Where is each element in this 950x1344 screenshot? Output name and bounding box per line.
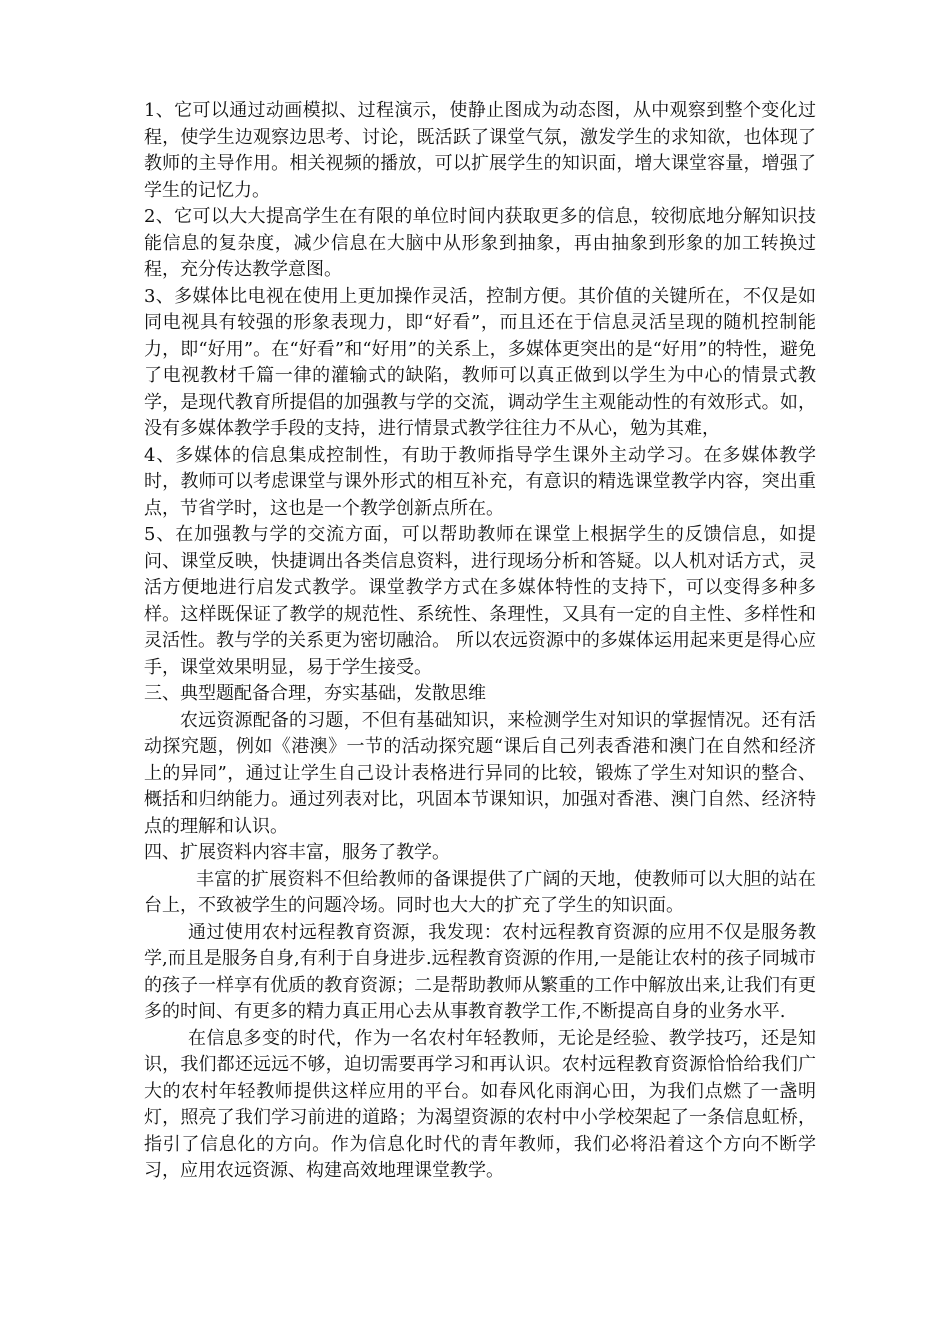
paragraph-exercises: 农远资源配备的习题，不但有基础知识，来检测学生对知识的掌握情况。还有活动探究题，例如《港澳》一节的活动探究题“课后自己列表香港和澳门在自然和经济上的异同”，通过让学生自己设计表格进行异同的比较，锻炼了学生对知识的整合、概括和归纳能力。通过列表对比，巩固本节课知识，加强对香港、澳门自然、经济特点的理解和认识。 [144,709,816,837]
paragraph-point-4: 4、多媒体的信息集成控制性，有助于教师指导学生课外主动学习。在多媒体教学时，教师可以考虑课堂与课外形式的相互补充，有意识的精选课堂教学内容，突出重点，节省学时，这也是一个教学创新点所在。 [144,444,816,519]
paragraph-remote-education: 通过使用农村远程教育资源，我发现：农村远程教育资源的应用不仅是服务教学,而且是服务自身,有利于自身进步.远程教育资源的作用,一是能让农村的孩子同城市的孩子一样享有优质的教育资源；二是帮助教师从繁重的工作中解放出来,让我们有更多的时间、有更多的精力真正用心去从事教育教学工作,不断提高自身的业务水平. [144,921,816,1022]
section-heading-4: 四、扩展资料内容丰富，服务了教学。 [144,842,450,863]
section-heading-3: 三、典型题配备合理，夯实基础，发散思维 [144,683,486,704]
paragraph-point-1: 1、它可以通过动画模拟、过程演示，使静止图成为动态图，从中观察到整个变化过程，使学生边观察边思考、讨论，既活跃了课堂气氛，激发学生的求知欲，也体现了教师的主导作用。相关视频的播放，可以扩展学生的知识面，增大课堂容量，增强了学生的记忆力。 [144,100,816,201]
paragraph-extension-materials: 丰富的扩展资料不但给教师的备课提供了广阔的天地，使教师可以大胆的站在台上，不致被学生的问题冷场。同时也大大的扩充了学生的知识面。 [144,868,816,916]
document-page [144,98,816,1185]
paragraph-conclusion: 在信息多变的时代，作为一名农村年轻教师，无论是经验、教学技巧，还是知识，我们都还远远不够，迫切需要再学习和再认识。农村远程教育资源恰恰给我们广大的农村年轻教师提供这样应用的平台。如春风化雨润心田，为我们点燃了一盏明灯，照亮了我们学习前进的道路；为渴望资源的农村中小学校架起了一条信息虹桥，指引了信息化的方向。作为信息化时代的青年教师，我们必将沿着这个方向不断学习，应用农远资源、构建高效地理课堂教学。 [144,1027,816,1181]
paragraph-point-5: 5、在加强教与学的交流方面，可以帮助教师在课堂上根据学生的反馈信息，如提问、课堂反映，快捷调出各类信息资料，进行现场分析和答疑。以人机对话方式，灵活方便地进行启发式教学。课堂教学方式在多媒体特性的支持下，可以变得多种多样。这样既保证了教学的规范性、系统性、条理性，又具有一定的自主性、多样性和灵活性。教与学的关系更为密切融洽。 所以农远资源中的多媒体运用起来更是得心应手，课堂效果明显，易于学生接受。 [144,524,816,678]
paragraph-point-3: 3、多媒体比电视在使用上更加操作灵活，控制方便。其价值的关键所在，不仅是如同电视具有较强的形象表现力，即“好看”，而且还在于信息灵活呈现的随机控制能力，即“好用”。在“好看”和“好用”的关系上，多媒体更突出的是“好用”的特性，避免了电视教材千篇一律的灌输式的缺陷，教师可以真正做到以学生为中心的情景式教学，是现代教育所提倡的加强教与学的交流，调动学生主观能动性的有效形式。如，没有多媒体教学手段的支持，进行情景式教学往往力不从心，勉为其难， [144,285,816,439]
paragraph-point-2: 2、它可以大大提高学生在有限的单位时间内获取更多的信息，较彻底地分解知识技能信息的复杂度，减少信息在大脑中从形象到抽象，再由抽象到形象的加工转换过程，充分传达教学意图。 [144,206,816,280]
